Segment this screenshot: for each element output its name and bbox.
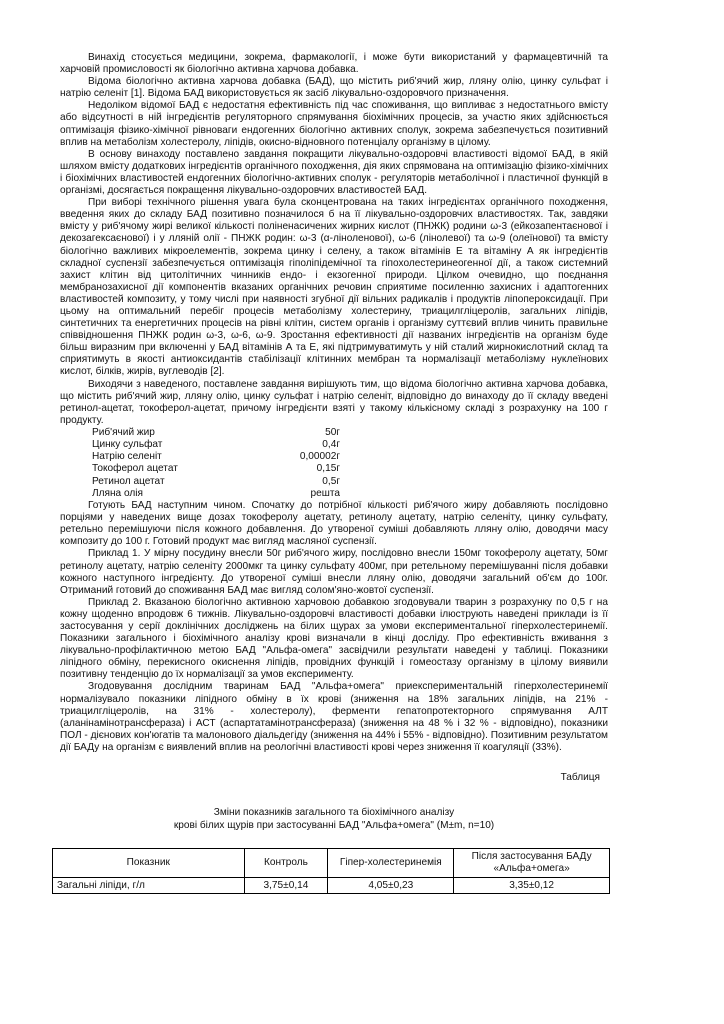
table-row xyxy=(53,878,610,894)
paragraph: Виходячи з наведеного, поставлене завдання вирішують тим, що відома біологічно активна харчова добавка, що містить риб'ячий жир, лляну олію, цинку сульфат і натрію селеніт, відповідно до винаходу до її складу введені ретинол-ацетат, токоферол-ацетат, причому інгредієнти взяті у такому кількісному складі з розрахунку на 100 г продукту. xyxy=(60,378,608,426)
paragraph: В основу винаходу поставлено завдання покращити лікувально-оздоровчі властивості відомої БАД, в якій шляхом вмісту додаткових інгредієнтів органічного походження, дія яких спрямована на оптимізацію фізико-хімічних і біохімічних властивостей ендогенних біологічно-активних сполук - регуляторів метаболічної і пластичної функцій в організмі, досягається покращення лікувально-оздоровчих властивостей БАД. xyxy=(60,148,608,197)
paragraph: Відома біологічно активна харчова добавка (БАД), що містить риб'ячий жир, лляну олію, цинку сульфат і натрію селеніт [1]. Відома БАД використовується як засіб лікувально-оздоровчого призначення. xyxy=(60,76,608,100)
table-header-row xyxy=(53,849,610,878)
table-label: Таблиця xyxy=(560,772,600,783)
table-caption-line: крові білих щурів при застосуванні БАД "Альфа+омега" (M±m, n=10) xyxy=(173,820,495,832)
ingredient-name: Риб'ячий жир xyxy=(92,426,155,438)
paragraph: При виборі технічного рішення увага була сконцентрована на таких інгредієнтах органічного походження, введення яких до складу БАД позитивно позначилося б на її лікувально-оздоровчих властивостях. Так, завдяки вмісту у риб'ячому жирі великої кількості поліненасичених жирних кислот (ПНЖК) родини ω-3 (ейкозапентаєнової і декозагексаєнової) і у лляній олії - ПНЖК родин: ω-3 (α-ліноленової), ω-6 (лінолевої) та ω-9 (олеїнової) та вмісту біологічно важливих мікроелементів, зокрема цинку і селену, а також вітамінів Е та вітаміну А як інгредієнтів складної суспензії забезпечується оптимізація гіполіпідемічної та гіпохолестеринеогенної дії, а також системний захист клітин від цитолітичних чинників ендо- і екзогенної природи. Цілком очевидно, що поєднання мембранозахисної дії компонентів вказаних органічних речовин сприятиме посиленню захисних і адаптогенних властивостей композиту, у тому числі при наявності згубної дії вільних радикалів і продуктів ліпопероксидації. При цьому на оптимальний перебіг процесів метаболізму холестерину, триацилгліцеролів, загальних ліпідів, синтетичних та енергетичних процесів на рівні клітин, систем органів і організму суттєвий вплив чинить правильне співвідношення ПНЖК родин ω-3, ω-6, ω-9. Зростання ефективності дії названих інгредієнтів на організм буде більш виразним при включенні у БАД вітамінів А та Е, які підтримуватимуть у ній сталий жирнокислотний склад та сприятимуть в якості антиоксидантів стабілізації клітинних мембран та нормалізації метаболізму нуклеїнових кислот, білків, жирів, вуглеводів [2]. xyxy=(60,197,608,378)
ingredient-name: Лляна олія xyxy=(92,487,143,499)
ingredient-qty: 50г xyxy=(325,426,340,438)
table-cell: Загальні ліпіди, г/л xyxy=(53,878,245,894)
table-cell: 4,05±0,23 xyxy=(328,878,454,894)
document-page xyxy=(57,52,608,894)
paragraph: Готують БАД наступним чином. Спочатку до потрібної кількості риб'ячого жиру добавляють послідовно порціями у наведених вище дозах токоферолу ацетату, ретинолу ацетату, натрію селеніту, цинку сульфату, ретельно перемішуючи після кожного добавлення. До утвореної суміші добавляють лляну олію, доводячи масу композиту до 100 г. Готовий продукт має вигляд масляної суспензії. xyxy=(60,500,608,548)
ingredient-qty: 0,00002г xyxy=(299,451,340,463)
column-header: Гіпер-холестеринемія xyxy=(328,849,454,878)
paragraph: Недоліком відомої БАД є недостатня ефективність під час споживання, що випливає з недостатнього вмісту або відсутності в ній інгредієнтів регуляторного спрямування біохімічних процесів, за участю яких здійснюється оптимізація фізико-хімічної рівноваги ендогенних біологічно активних сполук, зокрема забезпечується позитивний вплив на метаболізм холестеролу, ліпідів, окисно-відновного потенціалу організму в цілому. xyxy=(60,100,608,148)
column-header: Показник xyxy=(53,849,245,878)
ingredient-qty: 0,5г xyxy=(322,475,340,487)
results-table xyxy=(52,848,610,894)
composition-row xyxy=(92,451,608,463)
table-caption-line: Зміни показників загального та біохімічного аналізу xyxy=(213,807,455,819)
composition-row xyxy=(92,463,608,475)
ingredient-name: Токоферол ацетат xyxy=(92,463,178,475)
table-cell: 3,35±0,12 xyxy=(454,878,610,894)
composition-row xyxy=(92,439,608,451)
ingredient-name: Ретинол ацетат xyxy=(92,475,165,487)
ingredient-qty: 0,15г xyxy=(316,463,340,475)
ingredient-name: Цинку сульфат xyxy=(92,439,163,451)
composition-row xyxy=(92,427,608,439)
composition-row xyxy=(92,488,608,500)
composition-row xyxy=(92,476,608,488)
ingredient-name: Натрію селеніт xyxy=(92,451,162,463)
composition-list xyxy=(92,427,608,500)
ingredient-qty: решта xyxy=(310,487,340,499)
column-header: Контроль xyxy=(244,849,328,878)
ingredient-qty: 0,4г xyxy=(322,439,340,451)
paragraph: Винахід стосується медицини, зокрема, фармакології, і може бути використаний у фармацевтичній та харчовій промисловості як біологічно активна харчова добавка. xyxy=(60,52,608,76)
paragraph: Приклад 2. Вказаною біологічно активною харчовою добавкою згодовували тварин з розрахунку по 0,5 г на кожну щоденно впродовж 6 тижнів. Лікувально-оздоровчі властивості добавки ілюструють наведені приклади із її застосування у серії доклінічних досліджень на білих щурах за умови експериментальної гіперхолестеринемії. Показники загального і біохімічного аналізу крові визначали в кінці досліду. Про ефективність вживання з лікувально-профілактичною метою БАД "Альфа-омега" засвідчили результати наведені у таблиці. Показники ліпідного обміну, перекисного окиснення ліпідів, провідних функцій і гомеостазу організму в цілому виявили позитивну тенденцію до їх нормалізації за умов експерименту. xyxy=(60,596,608,681)
table-cell: 3,75±0,14 xyxy=(244,878,328,894)
column-header: Після застосування БАДу «Альфа+омега» xyxy=(454,849,610,878)
paragraph: Приклад 1. У мірну посудину внесли 50г риб'ячого жиру, послідовно внесли 150мг токоферолу ацетату, 50мг ретинолу ацетату, натрію селеніту 2000мкг та цинку сульфату 400мг, при ретельному перемішуванні після добавки кожного наступного інгредієнту. До утвореної суміші внесли лляну олію, доводячи загальний об'єм до 100г. Отриманий готовий до споживання БАД має вигляд солом'яно-жовтої суспензії. xyxy=(60,548,608,596)
paragraph: Згодовування дослідним тваринам БАД "Альфа+омега" приекспериментальній гіперхолестеринемії нормалізувало показники ліпідного обміну в їх крові (зниження на 18% загальних ліпідів, на 21% - триацилгліцеролів, на 31% - холестеролу), ферменти гепатопротекторного спрямування АЛТ (аланінамінотрансфераза) і АСТ (аспартатамінотрансфераза) (зниження на 48 % і 32 % - відповідно), показники ПОЛ - дієнових кон'югатів та малонового діальдегіду (зниження на 44% і 55% - відповідно). Позитивним результатом дії БАДу на організм є виявлений вплив на реологічні властивості крові через зниження її коагуляції (33%). xyxy=(60,681,608,753)
table-caption xyxy=(60,806,608,832)
